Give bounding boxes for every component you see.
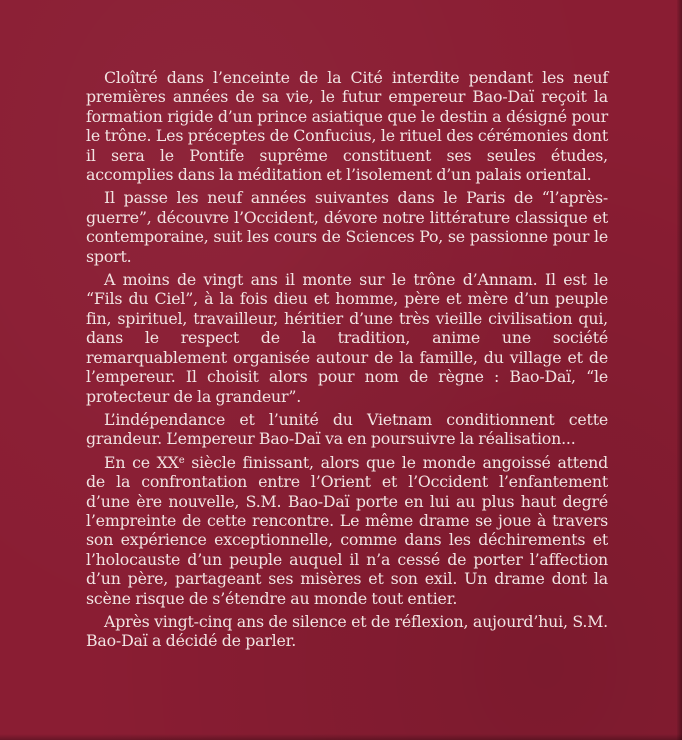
- paragraph-1: Cloîtré dans l’enceinte de la Cité interdite pendant les neuf premières années de sa vie, le futur empereur Bao-Daï reçoit la formation rigide d’un prince asiatique que le destin a désigné pour le trône. Les préceptes de Confucius, le rituel des cérémonies dont il sera le Pontife suprême constituent ses seules études, accomplies dans la méditation et l’isolement d’un palais oriental.: [86, 68, 608, 185]
- page-edge-shadow-right: [677, 0, 682, 740]
- paragraph-5-start: En ce XX: [104, 452, 179, 472]
- paragraph-2: Il passe les neuf années suivantes dans le Paris de “l’après-guerre”, découvre l’Occident, dévore notre littérature classique et contemporaine, suit les cours de Sciences Po, se passionne pour le sport.: [86, 188, 608, 266]
- paragraph-4: L’indépendance et l’unité du Vietnam conditionnent cette grandeur. L’empereur Bao-Daï va en poursuivre la réalisation...: [86, 409, 608, 449]
- paragraph-5-rest: siècle finissant, alors que le monde angoissé attend de la confrontation entre l’Orient et l’Occident l’enfantement d’une ère nouvelle, S.M. Bao-Daï porte en lui au plus haut degré l’empreinte de cette rencontre. Le même drame se joue à travers son expérience exceptionnelle, comme dans les déchirements et l’holocauste d’un peuple auquel il n’a cessé de porter l’affection d’un père, partageant ses misères et son exil. Un drame dont la scène risque de s’étendre au monde tout entier.: [86, 452, 608, 608]
- paragraph-3: A moins de vingt ans il monte sur le trône d’Annam. Il est le “Fils du Ciel”, à la fois dieu et homme, père et mère d’un peuple fin, spirituel, travailleur, héritier d’une très vieille civilisation qui, dans le respect de la tradition, anime une société remarquablement organisée autour de la famille, du village et de l’empereur. Il choisit alors pour nom de règne : Bao-Daï, “le protecteur de la grandeur”.: [86, 270, 608, 406]
- back-cover-text: [86, 68, 608, 655]
- paragraph-5: [86, 453, 608, 608]
- page-edge-shadow-bottom: [0, 734, 682, 740]
- paragraph-6: Après vingt-cinq ans de silence et de réflexion, aujourd’hui, S.M. Bao-Daï a décidé de parler.: [86, 611, 608, 651]
- century-superscript: e: [178, 454, 185, 466]
